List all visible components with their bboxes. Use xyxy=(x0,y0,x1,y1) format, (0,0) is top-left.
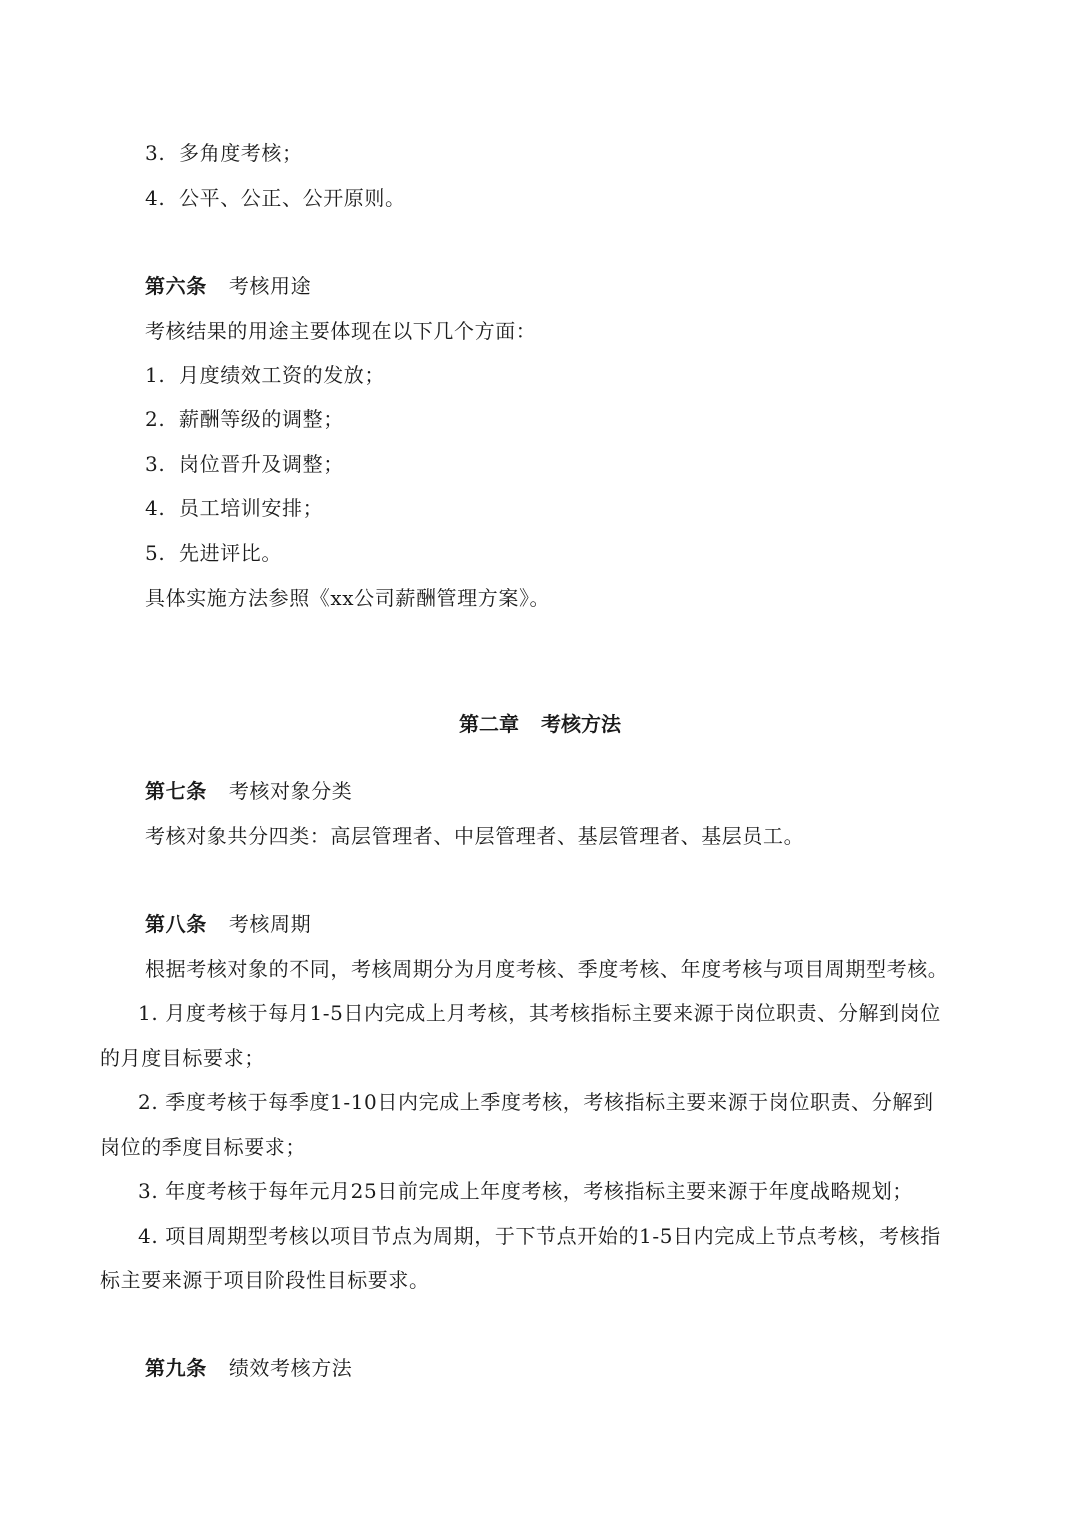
list-item: 4. 员工培训安排； xyxy=(145,496,324,520)
chapter-heading: 第二章 考核方法 xyxy=(459,712,621,736)
paragraph-line: 3. 年度考核于每年元月25日前完成上年度考核，考核指标主要来源于年度战略规划； xyxy=(138,1179,913,1203)
paragraph-line: 岗位的季度目标要求； xyxy=(100,1135,306,1159)
list-item: 3. 多角度考核； xyxy=(145,141,303,165)
list-item: 2. 薪酬等级的调整； xyxy=(145,407,344,431)
paragraph-line: 2. 季度考核于每季度1-10日内完成上季度考核，考核指标主要来源于岗位职责、分解到 xyxy=(138,1090,934,1114)
article-6-intro: 考核结果的用途主要体现在以下几个方面： xyxy=(145,319,537,343)
paragraph-line: 1. 月度考核于每月1-5日内完成上月考核，其考核指标主要来源于岗位职责、分解到岗位 xyxy=(138,1001,941,1025)
paragraph-line: 标主要来源于项目阶段性目标要求。 xyxy=(100,1268,430,1292)
article-7-body: 考核对象共分四类：高层管理者、中层管理者、基层管理者、基层员工。 xyxy=(145,824,805,848)
list-item: 3. 岗位晋升及调整； xyxy=(145,452,344,476)
article-6-heading: 第六条 考核用途 xyxy=(145,274,312,298)
paragraph-line: 的月度目标要求； xyxy=(100,1046,265,1070)
list-item: 1. 月度绩效工资的发放； xyxy=(145,363,385,387)
article-8-heading: 第八条 考核周期 xyxy=(145,912,312,936)
list-item: 4. 公平、公正、公开原则。 xyxy=(145,186,406,210)
paragraph-line: 4. 项目周期型考核以项目节点为周期，于下节点开始的1-5日内完成上节点考核，考核指 xyxy=(138,1224,941,1248)
article-7-heading: 第七条 考核对象分类 xyxy=(145,779,353,803)
article-8-intro: 根据考核对象的不同，考核周期分为月度考核、季度考核、年度考核与项目周期型考核。 xyxy=(145,957,949,981)
list-item: 5. 先进评比。 xyxy=(145,541,282,565)
article-9-heading: 第九条 绩效考核方法 xyxy=(145,1356,353,1380)
article-6-outro: 具体实施方法参照《xx公司薪酬管理方案》。 xyxy=(145,586,551,610)
